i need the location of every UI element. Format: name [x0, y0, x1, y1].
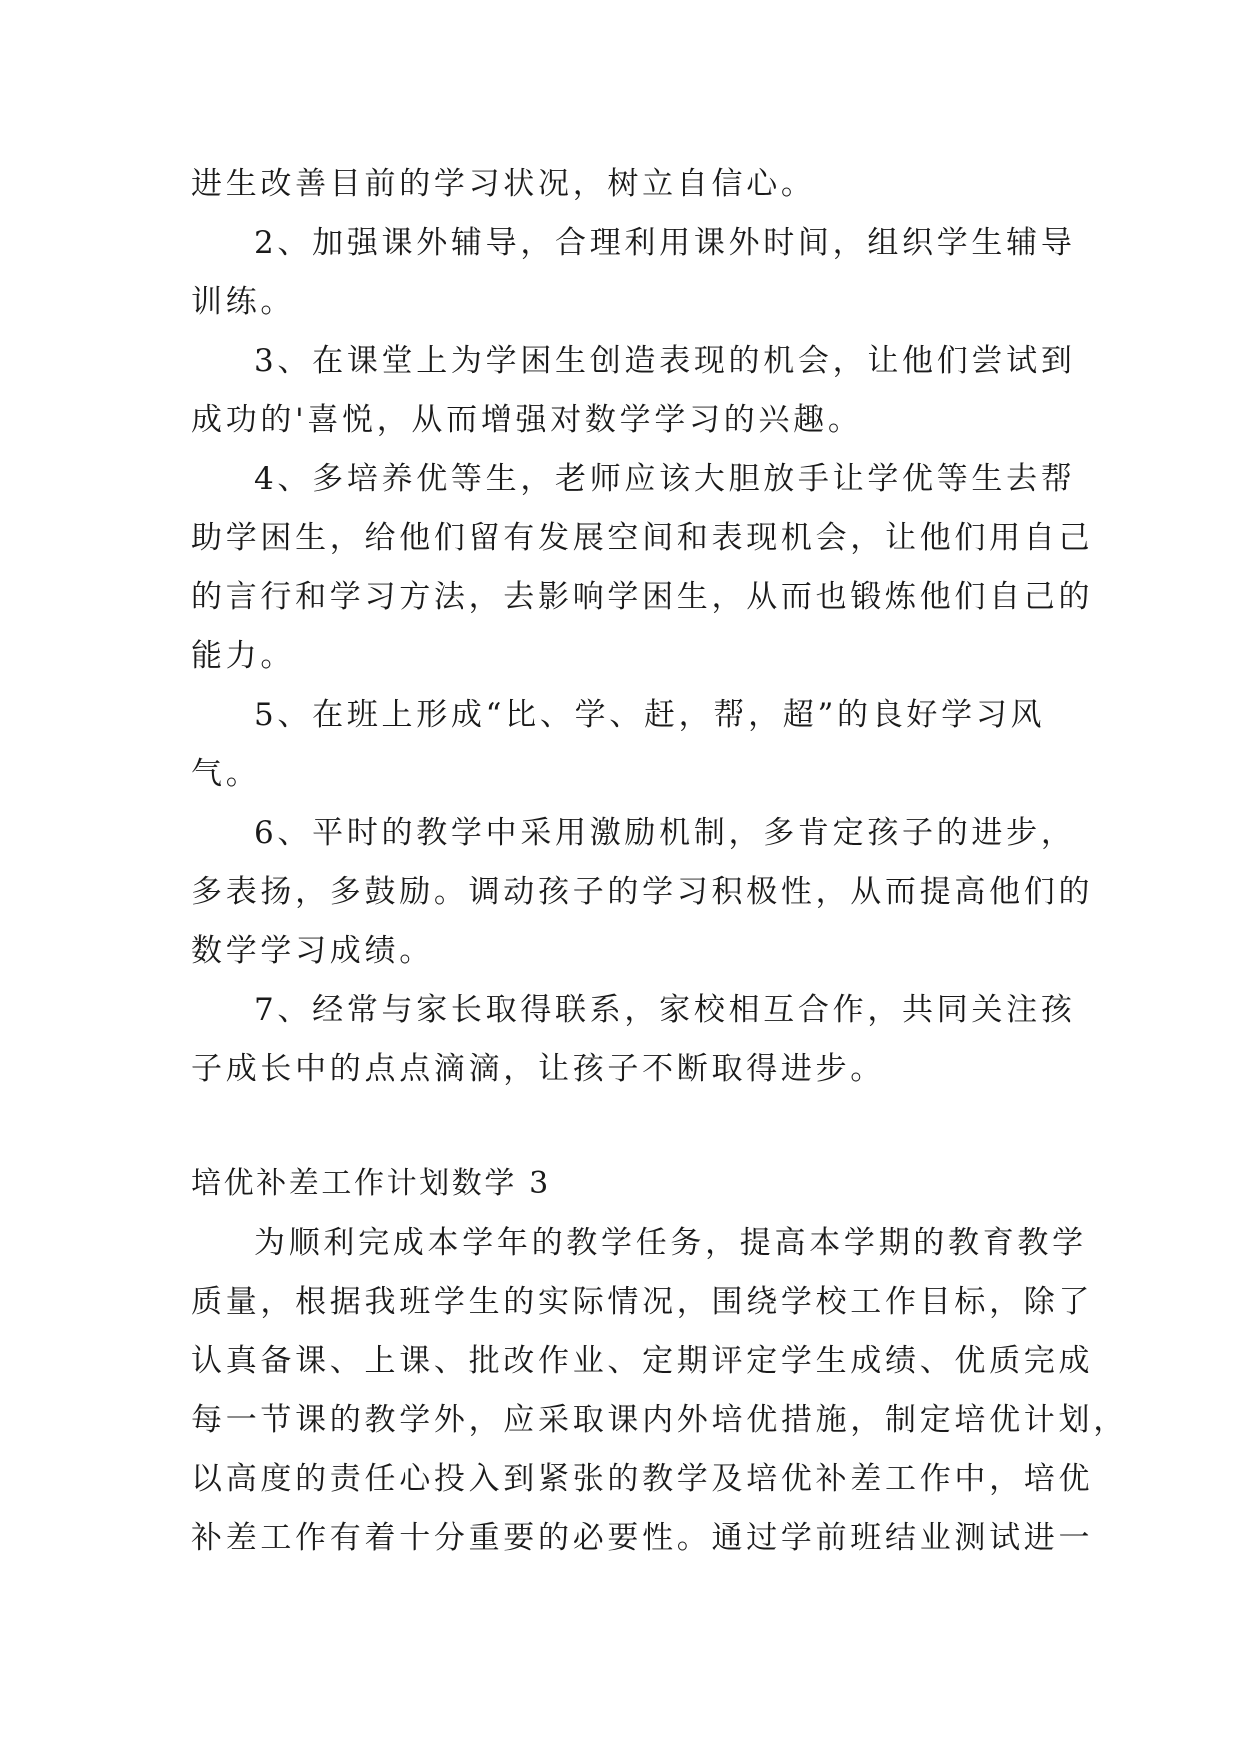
- paragraph-line: 3、在课堂上为学困生创造表现的机会，让他们尝试到: [254, 343, 1076, 379]
- paragraph-line: 为顺利完成本学年的教学任务，提高本学期的教育教学: [254, 1225, 1087, 1261]
- paragraph-line: 助学困生，给他们留有发展空间和表现机会，让他们用自己: [191, 520, 1094, 556]
- paragraph-line: 气。: [191, 756, 261, 792]
- paragraph-line: 2、加强课外辅导，合理利用课外时间，组织学生辅导: [254, 225, 1076, 261]
- paragraph-line: 6、平时的教学中采用激励机制，多肯定孩子的进步，: [254, 815, 1076, 851]
- paragraph-line: 训练。: [191, 284, 296, 320]
- paragraph-line: 多表扬，多鼓励。调动孩子的学习积极性，从而提高他们的: [191, 874, 1094, 910]
- paragraph-line: 5、在班上形成“比、学、赶，帮，超”的良好学习风: [254, 697, 1046, 733]
- paragraph-line: 的言行和学习方法，去影响学困生，从而也锻炼他们自己的: [191, 579, 1094, 615]
- paragraph-line: 每一节课的教学外，应采取课内外培优措施，制定培优计划，: [191, 1402, 1128, 1438]
- paragraph-line: 4、多培养优等生，老师应该大胆放手让学优等生去帮: [254, 461, 1076, 497]
- paragraph-line: 进生改善目前的学习状况，树立自信心。: [191, 166, 816, 202]
- section-heading: 培优补差工作计划数学 3: [191, 1166, 551, 1201]
- paragraph-line: 补差工作有着十分重要的必要性。通过学前班结业测试进一: [191, 1520, 1094, 1556]
- paragraph-line: 质量，根据我班学生的实际情况，围绕学校工作目标，除了: [191, 1284, 1094, 1320]
- paragraph-line: 能力。: [191, 638, 296, 674]
- paragraph-line: 7、经常与家长取得联系，家校相互合作，共同关注孩: [254, 992, 1076, 1028]
- paragraph-line: 成功的'喜悦，从而增强对数学学习的兴趣。: [191, 402, 863, 438]
- paragraph-line: 以高度的责任心投入到紧张的教学及培优补差工作中，培优: [191, 1461, 1094, 1497]
- paragraph-line: 认真备课、上课、批改作业、定期评定学生成绩、优质完成: [191, 1343, 1094, 1379]
- paragraph-line: 子成长中的点点滴滴，让孩子不断取得进步。: [191, 1051, 885, 1087]
- paragraph-line: 数学学习成绩。: [191, 933, 434, 969]
